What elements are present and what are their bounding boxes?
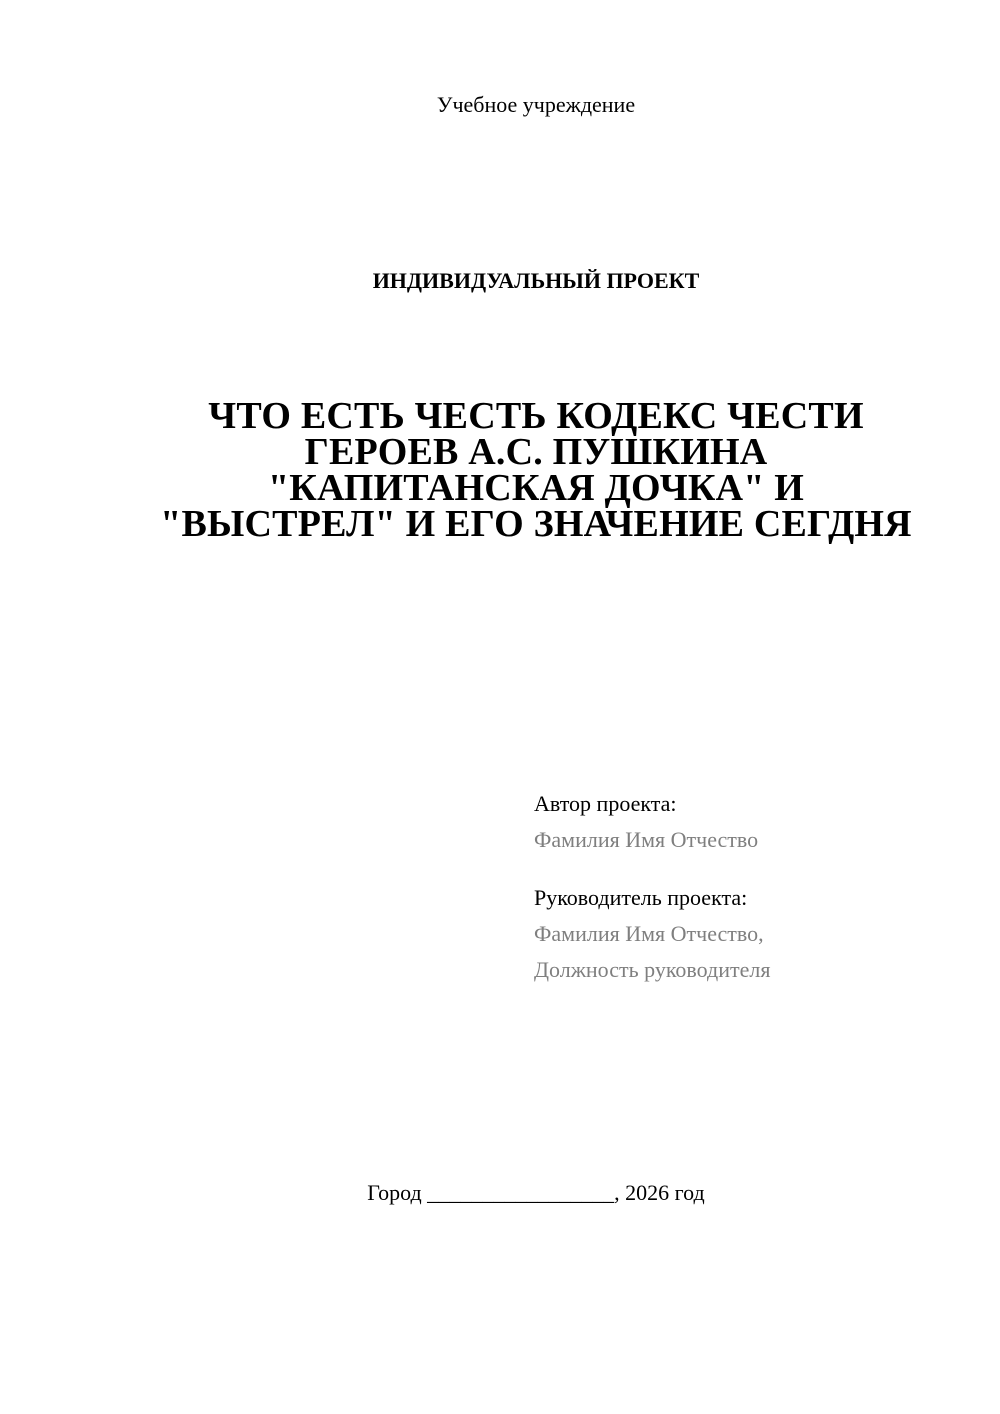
project-type-heading: ИНДИВИДУАЛЬНЫЙ ПРОЕКТ [372, 268, 700, 293]
project-title [130, 395, 942, 545]
supervisor-name: Фамилия Имя Отчество, [534, 921, 764, 946]
institution-name: Учебное учреждение [436, 92, 636, 117]
project-title-line-4: "ВЫСТРЕЛ" И ЕГО ЗНАЧЕНИЕ СЕГДНЯ [160, 503, 912, 545]
author-name: Фамилия Имя Отчество [534, 827, 759, 852]
supervisor-label: Руководитель проекта: [534, 885, 748, 910]
project-title-line-1: ЧТО ЕСТЬ ЧЕСТЬ КОДЕКС ЧЕСТИ [208, 395, 864, 437]
supervisor-position: Должность руководителя [534, 957, 771, 982]
supervisor-block [534, 884, 974, 988]
author-label: Автор проекта: [534, 791, 677, 816]
author-block [534, 790, 974, 858]
project-title-line-2: ГЕРОЕВ А.С. ПУШКИНА [304, 431, 768, 473]
city-year-line: Город _________________, 2026 год [367, 1180, 705, 1205]
project-people-block [534, 790, 974, 1014]
project-title-line-3: "КАПИТАНСКАЯ ДОЧКА" И [267, 467, 805, 509]
